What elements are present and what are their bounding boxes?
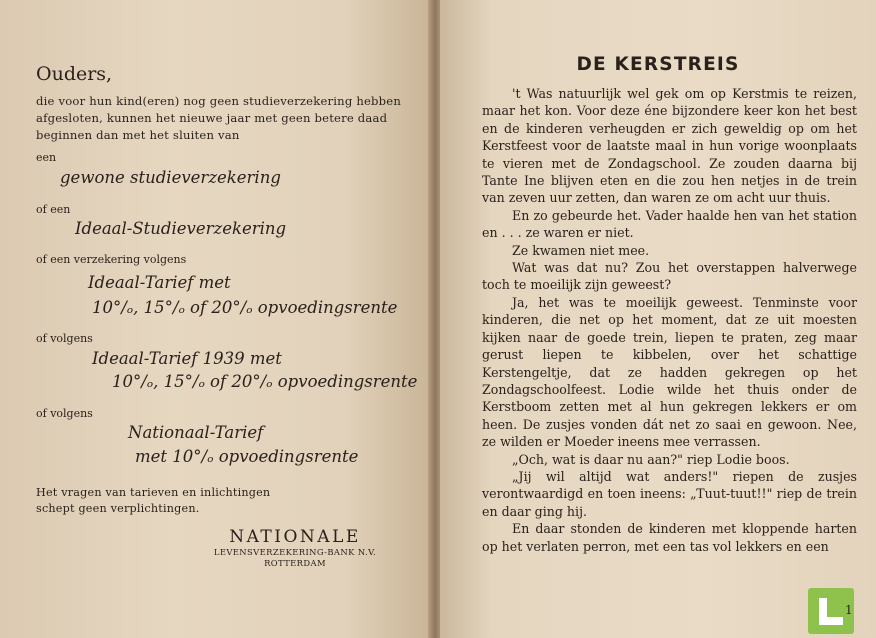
option-product-4-line1: Ideaal-Tarief 1939 met <box>92 349 282 368</box>
option-connector-5: of volgens <box>36 407 93 420</box>
story-text <box>482 85 857 555</box>
option-product-5-line2: met 10°/ₒ opvoedingsrente <box>135 447 359 466</box>
story-paragraph: Ze kwamen niet mee. <box>512 242 650 258</box>
bank-name: NATIONALE <box>229 527 361 547</box>
option-connector-4: of volgens <box>36 332 93 345</box>
closing-text: Het vragen van tarieven en inlichtingen schept geen verplichtingen. <box>36 486 271 515</box>
option-product-2: Ideaal-Studieverzekering <box>75 219 287 238</box>
option-connector-2: of een <box>36 203 71 216</box>
intro-text: die voor hun kind(eren) nog geen studieverzekering hebben afgesloten, kunnen het nieuwe jaar met geen betere daad beginnen dan met het sluiten van <box>36 94 402 142</box>
greeting: Ouders, <box>36 63 113 85</box>
story-title: DE KERSTREIS <box>576 54 740 75</box>
option-product-4-line2: 10°/ₒ, 15°/ₒ of 20°/ₒ opvoedingsrente <box>112 372 418 391</box>
option-connector-1: een <box>36 151 57 164</box>
option-product-3-line2: 10°/ₒ, 15°/ₒ of 20°/ₒ opvoedingsrente <box>92 298 398 317</box>
option-product-1: gewone studieverzekering <box>60 168 281 187</box>
story-paragraph: Ja, het was te moeilijk geweest. Tenminste voor kinderen, die net op het moment, dat ze uit moesten kijken naar de goede trein, liepen te praten, zeg maar gerust liepen te kibbelen, over het schattige Kerstengeltje, dat ze hadden gekregen op het Zondagschoolfeest. Lodie wilde het thuis onder de Kerstboom zetten met al hun gekregen lekkers er om heen. De zusjes vonden dát net zo saai en gewoon. Nee, ze wilden er Moeder ineens mee verrassen. <box>482 294 857 450</box>
bank-city: ROTTERDAM <box>264 558 326 568</box>
story-paragraph: Wat was dat nu? Zou het overstappen halverwege toch te moeilijk zijn geweest? <box>482 260 857 293</box>
option-product-5-line1: Nationaal-Tarief <box>128 423 264 442</box>
story-paragraph: En daar stonden de kinderen met kloppende harten op het verlaten perron, met een tas vol lekkers en een <box>482 521 857 554</box>
story-paragraph: „Och, wat is daar nu aan?" riep Lodie boos. <box>512 451 790 467</box>
option-product-3-line1: Ideaal-Tarief met <box>88 273 231 292</box>
bank-subtitle: LEVENSVERZEKERING-BANK N.V. <box>213 547 377 557</box>
page-number: 1 <box>845 603 853 617</box>
bank-block <box>210 527 380 569</box>
story-paragraph: „Jij wil altijd wat anders!" riepen de zusjes verontwaardigd en toen ineens: „Tuut-tuut!!" riep de trein en daar ging hij. <box>482 468 857 519</box>
story-paragraph: En zo gebeurde het. Vader haalde hen van het station en . . . ze waren er niet. <box>482 207 857 241</box>
option-connector-3: of een verzekering volgens <box>36 253 187 266</box>
story-paragraph: 't Was natuurlijk wel gek om op Kerstmis te reizen, maar het kon. Voor deze éne bijzondere keer kon het best en de kinderen verheugden er zich geweldig op om het Kerstfeest voor de laatste maal in hun vorige woonplaats te vieren met de Zondagschool. Ze zouden daarna bij Tante Ine blijven eten en die zou hen netjes in de trein van zeven uur zetten, dan waren ze om acht uur thuis. <box>482 86 857 206</box>
